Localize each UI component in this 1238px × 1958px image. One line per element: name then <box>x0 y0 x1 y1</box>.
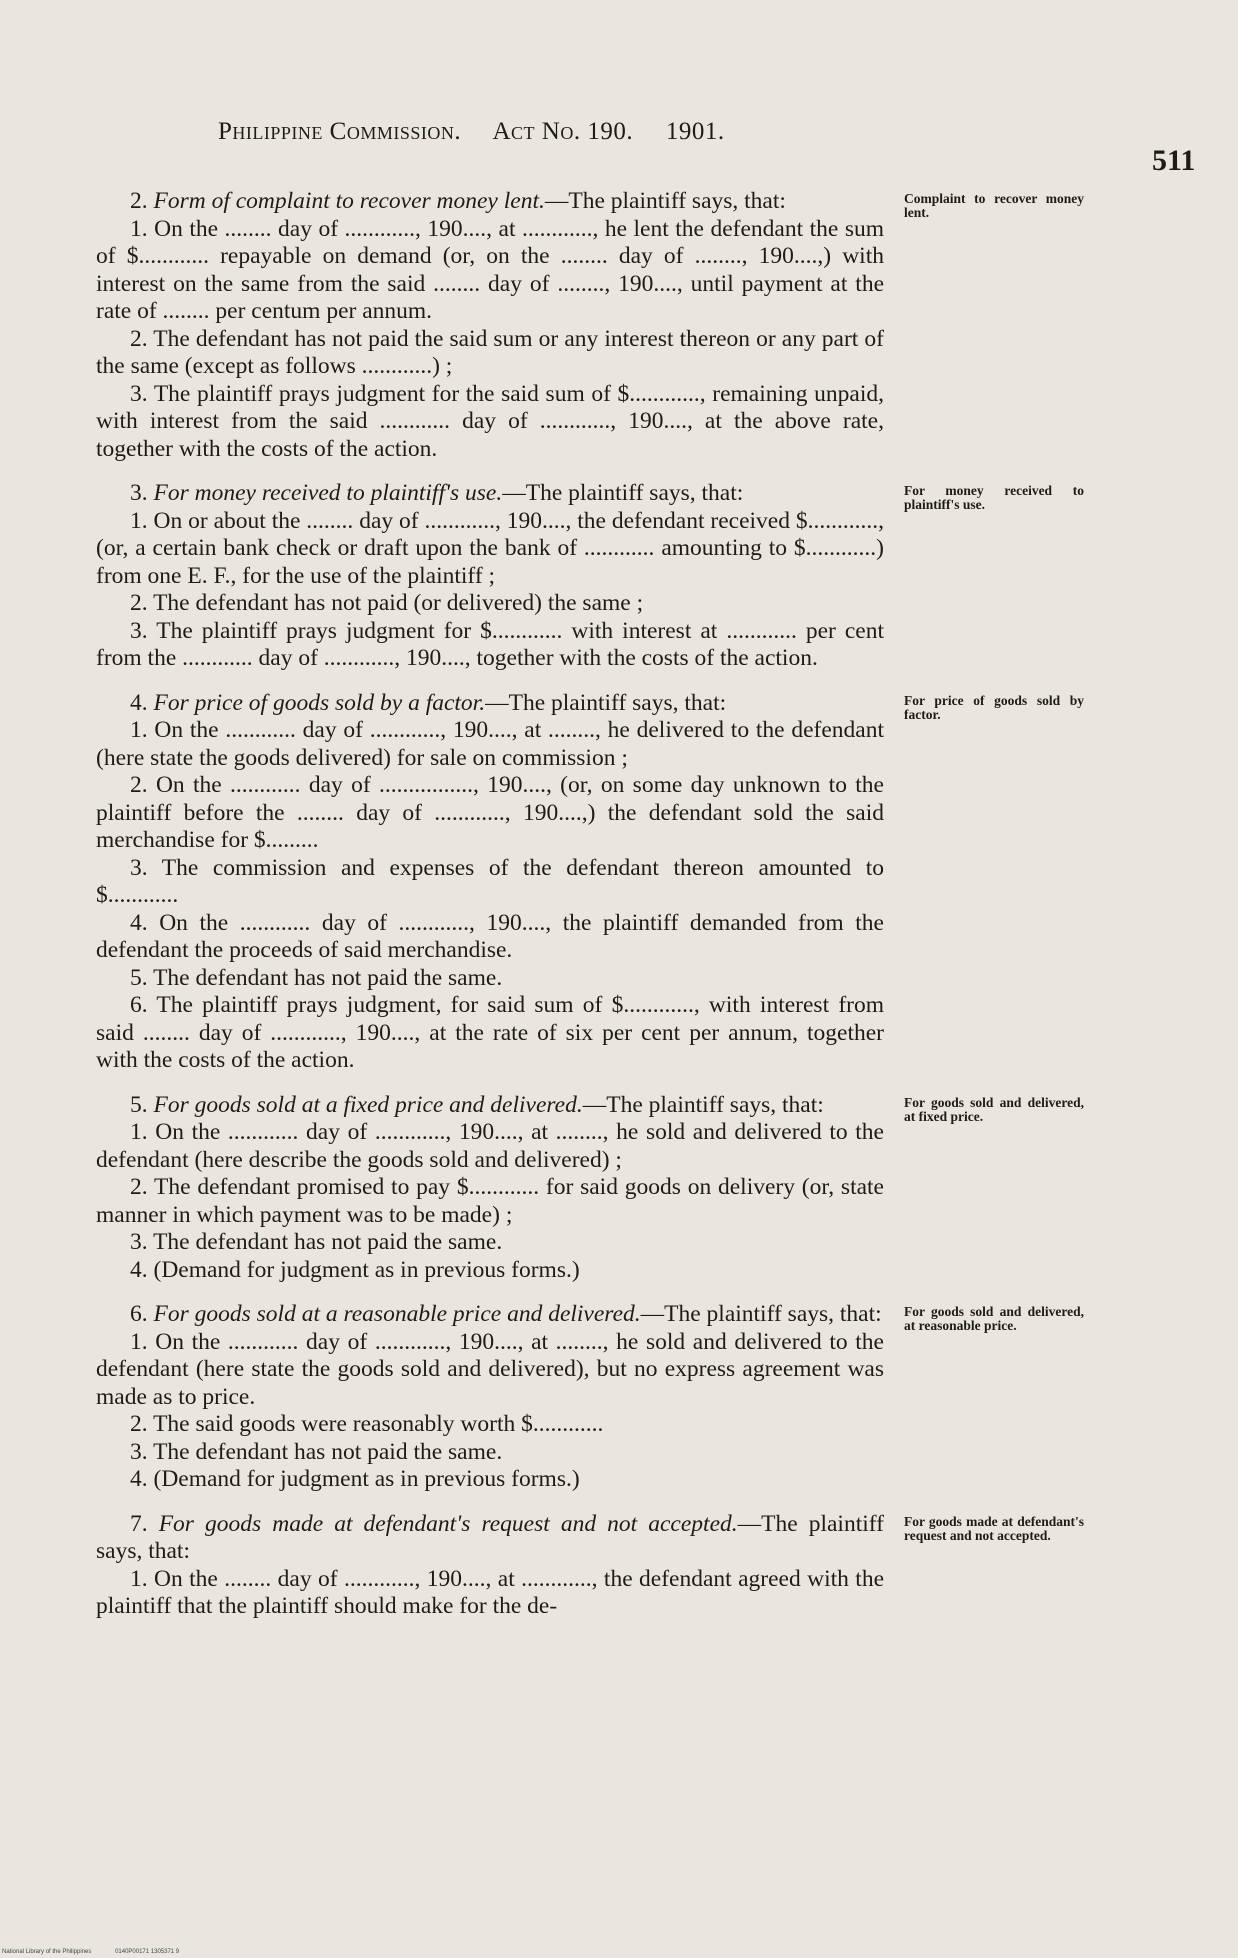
section-intro: —The plaintiff says, that: <box>96 1510 885 1564</box>
section-paragraph: 2. The defendant promised to pay $............ for said goods on delivery (or, state manner in which payment was to be made) ; <box>96 1174 884 1228</box>
running-title: Philippine Commission. <box>218 118 462 145</box>
section-paragraph: 1. On the ............ day of ............, 190...., at ........, he delivered to the defendant (here state the goods delivered) for sale on commission ; <box>96 717 884 771</box>
footer-library: National Library of the Philippines <box>2 1949 92 1955</box>
section-title: For price of goods sold by a factor. <box>153 689 486 716</box>
section-number: 3. <box>130 480 148 506</box>
section-intro: —The plaintiff says, that: <box>582 1091 824 1118</box>
section-intro: —The plaintiff says, that: <box>485 689 727 716</box>
section-intro: —The plaintiff says, that: <box>640 1301 882 1327</box>
section-paragraph: 3. The plaintiff prays judgment for the said sum of $............, remaining unpaid, with interest from the said ............ day of ............, 190...., at the above rate, together with the costs of the action. <box>96 380 884 462</box>
section-heading <box>96 1511 884 1566</box>
section-paragraph: 2. The defendant has not paid (or delivered) the same ; <box>130 590 644 616</box>
margin-note: For price of goods sold by factor. <box>904 693 1084 722</box>
section-paragraph: 4. On the ............ day of ............, 190...., the plaintiff demanded from the defendant the proceeds of said merchandise. <box>96 909 884 963</box>
body-text <box>96 188 884 1638</box>
section-paragraph: 3. The commission and expenses of the defendant thereon amounted to $............ <box>96 854 884 908</box>
section-heading <box>96 1092 884 1120</box>
section-paragraph: 3. The plaintiff prays judgment for $............ with interest at ............ per cent from the ............ day of ............, 190...., together with the costs of the action. <box>96 617 884 671</box>
section-heading <box>96 188 884 216</box>
section-intro: —The plaintiff says, that: <box>502 480 744 506</box>
section-number: 7. <box>130 1510 148 1537</box>
section-paragraph: 6. The plaintiff prays judgment, for said sum of $............, with interest from said ........ day of ............, 190...., at the rate of six per cent per annum, together with the costs of the action. <box>96 992 884 1073</box>
section-number: 5. <box>130 1091 148 1118</box>
form-section <box>96 690 884 1075</box>
section-heading <box>96 1301 884 1329</box>
form-section <box>96 1511 884 1621</box>
section-paragraph: 5. The defendant has not paid the same. <box>130 964 503 991</box>
form-section <box>96 1092 884 1285</box>
section-number: 6. <box>130 1301 148 1327</box>
section-title: For goods made at defendant's request and not accepted. <box>158 1510 738 1537</box>
section-paragraph: 1. On the ............ day of ............, 190...., at ........, he sold and delivered to the defendant (here state the goods sold and delivered), but no express agreement was made as to price. <box>96 1328 884 1410</box>
section-paragraph: 3. The defendant has not paid the same. <box>130 1229 503 1255</box>
footer-code: 0140P00171 1305371 9 <box>115 1949 180 1955</box>
section-heading <box>96 480 884 508</box>
act-year: 1901. <box>665 118 725 145</box>
section-number: 4. <box>130 689 148 716</box>
section-paragraph: 4. (Demand for judgment as in previous forms.) <box>130 1256 580 1283</box>
section-title: For goods sold at a reasonable price and delivered. <box>153 1301 641 1327</box>
section-paragraph: 2. The said goods were reasonably worth $............ <box>130 1411 604 1437</box>
page-number: 511 <box>1152 144 1196 177</box>
form-section <box>96 188 884 463</box>
margin-note: Complaint to recover money lent. <box>904 191 1084 220</box>
section-title: For goods sold at a fixed price and delivered. <box>153 1091 583 1118</box>
section-heading <box>96 690 884 718</box>
section-paragraph: 3. The defendant has not paid the same. <box>130 1438 503 1465</box>
form-section <box>96 480 884 673</box>
section-paragraph: 1. On or about the ........ day of ............, 190...., the defendant received $............, (or, a certain bank check or draft upon the bank of ............ amounting to $............) from one E. F., for the use of the plaintiff ; <box>96 507 884 589</box>
section-number: 2. <box>130 188 148 214</box>
margin-note: For money received to plaintiff's use. <box>904 483 1084 512</box>
scan-footer <box>2 1949 201 1955</box>
act-number: Act No. 190. <box>492 118 634 145</box>
margin-note: For goods sold and delivered, at reasonable price. <box>904 1304 1084 1333</box>
margin-note: For goods made at defendant's request and not accepted. <box>904 1514 1084 1543</box>
section-paragraph: 1. On the ........ day of ............, 190...., at ............, the defendant agreed with the plaintiff that the plaintiff should make for the de- <box>96 1565 884 1619</box>
section-paragraph: 1. On the ........ day of ............, 190...., at ............, he lent the defendant the sum of $............ repayable on demand (or, on the ........ day of ........, 190....,) with interest on the same from the said ........ day of ........, 190...., until payment at the rate of ........ per centum per annum. <box>96 215 884 324</box>
section-title: For money received to plaintiff's use. <box>153 480 503 506</box>
section-paragraph: 2. On the ............ day of ................, 190...., (or, on some day unknown to the plaintiff before the ........ day of ............, 190....,) the defendant sold the said merchandise for $......... <box>96 772 884 853</box>
form-section <box>96 1301 884 1494</box>
section-intro: —The plaintiff says, that: <box>544 188 786 214</box>
section-title: Form of complaint to recover money lent. <box>153 188 545 214</box>
section-paragraph: 1. On the ............ day of ............, 190...., at ........, he sold and delivered to the defendant (here describe the goods sold and delivered) ; <box>96 1119 884 1173</box>
section-paragraph: 4. (Demand for judgment as in previous forms.) <box>130 1466 580 1492</box>
running-header <box>218 118 751 146</box>
margin-note: For goods sold and delivered, at fixed price. <box>904 1095 1084 1124</box>
section-paragraph: 2. The defendant has not paid the said sum or any interest thereon or any part of the same (except as follows ............) ; <box>96 325 884 379</box>
